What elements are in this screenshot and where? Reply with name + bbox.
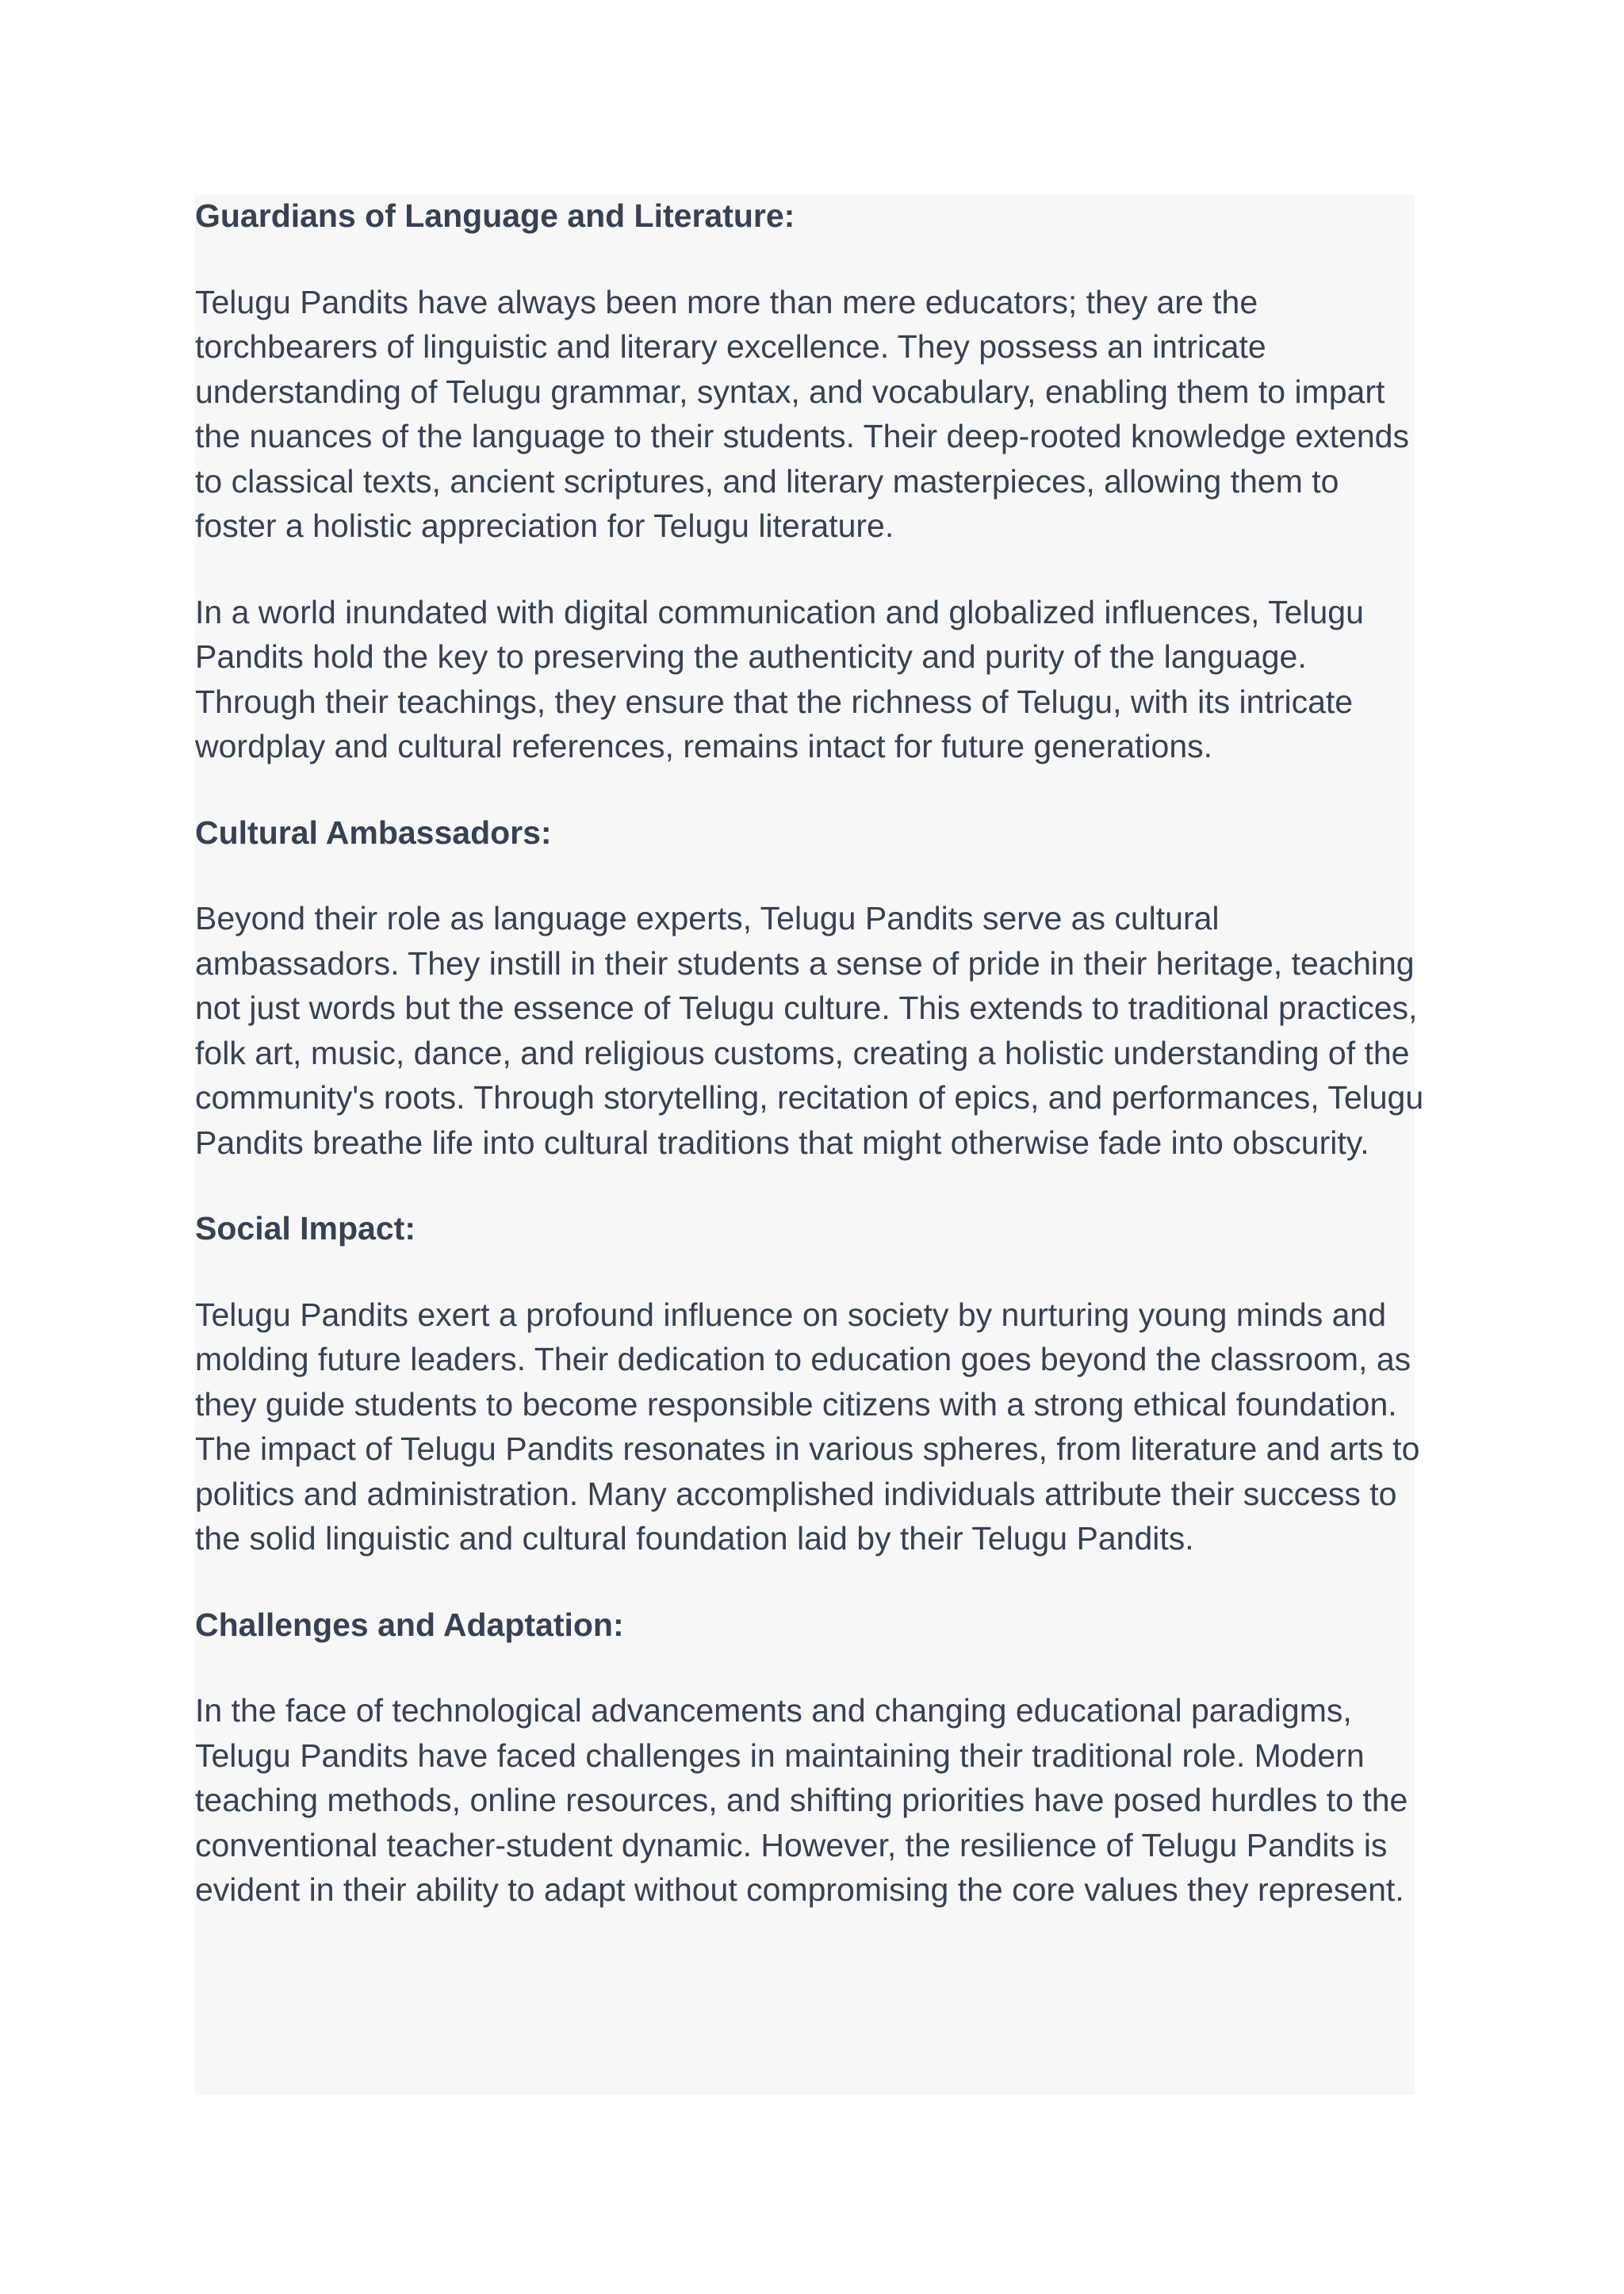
paragraph-guardians-2: In a world inundated with digital communication and globalized influences, Telugu Pandits hold the key to preserving the authenticity and purity of the language. Through their teachings, they ensure that the richness of Telugu, with its intricate wordplay and cultural references, remains intact for future generations. [195, 593, 1364, 764]
paragraph-guardians-1: Telugu Pandits have always been more than mere educators; they are the torchbearers of linguistic and literary excellence. They possess an intricate understanding of Telugu grammar, syntax, and vocabulary, enabling them to impart the nuances of the language to their students. Their deep-rooted knowledge extends to classical texts, ancient scriptures, and literary masterpieces, allowing them to foster a holistic appreciation for Telugu literature. [195, 283, 1409, 544]
paragraph-cultural-ambassadors: Beyond their role as language experts, Telugu Pandits serve as cultural ambassadors. They instill in their students a sense of pride in their heritage, teaching not just words but the essence of Telugu culture. This extends to traditional practices, folk art, music, dance, and religious customs, creating a holistic understanding of the community's roots. Through storytelling, recitation of epics, and performances, Telugu Pandits breathe life into cultural traditions that might otherwise fade into obscurity. [195, 900, 1424, 1161]
document-content [195, 193, 1426, 1954]
paragraph-challenges: In the face of technological advancements and changing educational paradigms, Telugu Pandits have faced challenges in maintaining their traditional role. Modern teaching methods, online resources, and shifting priorities have posed hurdles to the conventional teacher-student dynamic. However, the resilience of Telugu Pandits is evident in their ability to adapt without compromising the core values they represent. [195, 1692, 1408, 1908]
section-heading-social-impact: Social Impact: [195, 1210, 416, 1247]
paragraph-social-impact: Telugu Pandits exert a profound influence on society by nurturing young minds and molding future leaders. Their dedication to education goes beyond the classroom, as they guide students to become responsible citizens with a strong ethical foundation. The impact of Telugu Pandits resonates in various spheres, from literature and arts to politics and administration. Many accomplished individuals attribute their success to the solid linguistic and cultural foundation laid by their Telugu Pandits. [195, 1296, 1420, 1557]
section-heading-cultural-ambassadors: Cultural Ambassadors: [195, 814, 552, 851]
section-heading-challenges: Challenges and Adaptation: [195, 1606, 624, 1643]
section-heading-guardians: Guardians of Language and Literature: [195, 197, 795, 234]
